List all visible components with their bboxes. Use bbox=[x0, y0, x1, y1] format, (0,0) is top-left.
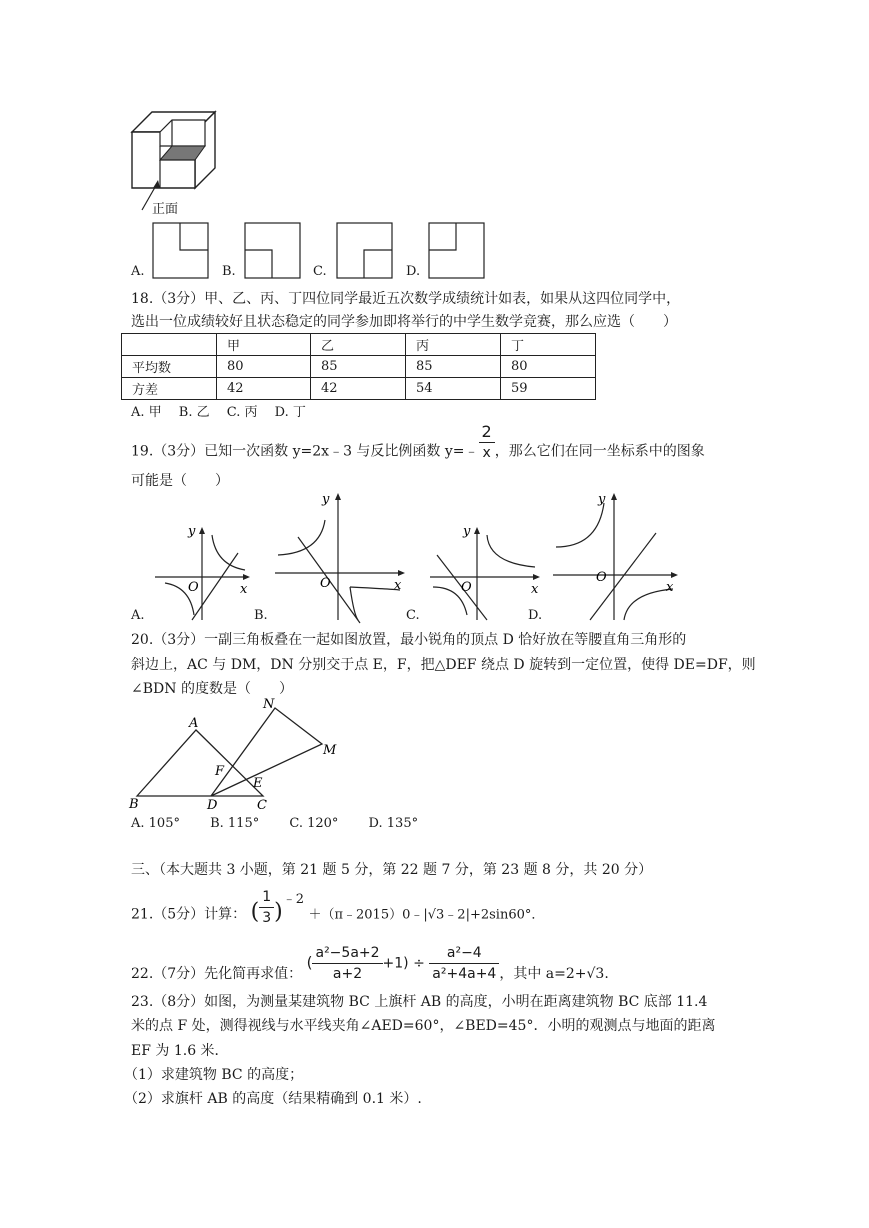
q23-subquestion-2: （2）求旗杆 AB 的高度（结果精确到 0.1 米）. bbox=[124, 1091, 422, 1107]
section-three-heading: 三、（本大题共 3 小题，第 21 题 5 分，第 22 题 7 分，第 23 题 8 分，共 20 分） bbox=[131, 862, 653, 878]
q19-graph-b bbox=[270, 485, 410, 625]
table-cell: 丙 bbox=[406, 334, 501, 356]
table-cell: 丁 bbox=[501, 334, 596, 356]
table-cell: 59 bbox=[501, 378, 596, 400]
q20-point-n: N bbox=[263, 697, 275, 712]
q22-fraction-2-num: a²−4 bbox=[429, 943, 499, 964]
table-cell: 80 bbox=[501, 356, 596, 378]
table-cell: 甲 bbox=[217, 334, 311, 356]
q17-option-d-label: D. bbox=[406, 264, 421, 279]
q19-fraction-num: 2 bbox=[479, 422, 495, 443]
table-cell: 85 bbox=[406, 356, 501, 378]
q21-exponent: ﹣2 bbox=[282, 892, 305, 907]
table-cell: 85 bbox=[311, 356, 406, 378]
q19-prefix: 19.（3分）已知一次函数 y=2x﹣3 与反比例函数 y=﹣ bbox=[131, 443, 479, 460]
q19-fraction bbox=[479, 422, 495, 463]
q19-graph-d bbox=[548, 485, 683, 625]
q20-point-d: D bbox=[207, 798, 218, 813]
q17-option-c-figure bbox=[336, 222, 394, 280]
q18-stem-line1: 18.（3分）甲、乙、丙、丁四位同学最近五次数学成绩统计如表，如果从这四位同学中， bbox=[131, 291, 681, 307]
table-cell: 方差 bbox=[122, 378, 217, 400]
q20-triangle-figure bbox=[125, 692, 355, 817]
q22-fraction-2-den: a²+4a+4 bbox=[432, 966, 497, 982]
table-cell: 42 bbox=[217, 378, 311, 400]
q19-d-axis-y: y bbox=[598, 492, 606, 507]
q22-plus-one: +1) bbox=[382, 955, 409, 972]
q21-expression: 21.（5分）计算： ( $\frac{1}{3}$ )$^{﹣2}$ ＋（π﹣2015）0﹣|√3﹣2|+2sin60°． bbox=[131, 889, 545, 927]
q18-score-table bbox=[121, 333, 596, 400]
q19-option-b-label: B. bbox=[254, 608, 268, 623]
table-cell: 42 bbox=[311, 378, 406, 400]
q19-c-origin: O bbox=[461, 580, 472, 595]
q21-fraction bbox=[259, 887, 274, 928]
q17-option-d-figure bbox=[428, 222, 486, 280]
q17-option-b-figure bbox=[244, 222, 302, 280]
q20-answer-options: A. 105° B. 115° C. 120° D. 135° bbox=[131, 816, 419, 831]
q23-stem-line1: 23.（8分）如图，为测量某建筑物 BC 上旗杆 AB 的高度，小明在距离建筑物 BC 底部 11.4 bbox=[131, 994, 708, 1010]
q19-d-origin: O bbox=[596, 570, 607, 585]
q22-suffix: ，其中 a=2+√3. bbox=[499, 965, 609, 982]
q20-point-f: F bbox=[215, 764, 225, 779]
q23-subquestion-1: （1）求建筑物 BC 的高度； bbox=[124, 1067, 304, 1083]
q19-a-axis-x: x bbox=[240, 582, 248, 597]
table-cell: 80 bbox=[217, 356, 311, 378]
q20-point-e: E bbox=[253, 776, 263, 791]
q19-graph-a bbox=[150, 515, 255, 625]
q19-suffix: ，那么它们在同一坐标系中的图象 bbox=[494, 443, 705, 460]
q19-b-axis-y: y bbox=[322, 492, 330, 507]
q19-option-d-label: D. bbox=[528, 608, 543, 623]
q20-point-c: C bbox=[257, 798, 267, 813]
q21-fraction-num: 1 bbox=[259, 887, 274, 908]
q20-stem-line2: 斜边上，AC 与 DM，DN 分别交于点 E，F，把△DEF 绕点 D 旋转到一定位置，使得 DE=DF，则 bbox=[131, 657, 756, 673]
q21-prefix: 21.（5分）计算： bbox=[131, 906, 247, 923]
table-cell bbox=[122, 334, 217, 356]
table-cell: 平均数 bbox=[122, 356, 217, 378]
q22-fraction-1-num: a²−5a+2 bbox=[312, 943, 382, 964]
table-header-row bbox=[122, 334, 596, 356]
q19-graph-c bbox=[425, 515, 545, 625]
q20-point-b: B bbox=[129, 797, 139, 812]
q18-stem-line2: 选出一位成绩较好且状态稳定的同学参加即将举行的中学生数学竞赛，那么应选（ ） bbox=[131, 314, 677, 330]
table-cell: 乙 bbox=[311, 334, 406, 356]
q19-b-origin: O bbox=[320, 576, 331, 591]
q20-stem-line1: 20.（3分）一副三角板叠在一起如图放置，最小锐角的顶点 D 恰好放在等腰直角三角形的 bbox=[131, 632, 687, 648]
q19-b-axis-x: x bbox=[394, 578, 402, 593]
table-cell: 54 bbox=[406, 378, 501, 400]
q18-answer-options: A. 甲 B. 乙 C. 丙 D. 丁 bbox=[131, 405, 306, 420]
q22-fraction-1-den: a+2 bbox=[332, 966, 363, 982]
q19-a-axis-y: y bbox=[188, 524, 196, 539]
q17-front-label: 正面 bbox=[152, 202, 179, 217]
q19-option-c-label: C. bbox=[406, 608, 420, 623]
q23-stem-line3: EF 为 1.6 米． bbox=[131, 1043, 229, 1059]
q19-stem-line1 bbox=[131, 422, 705, 463]
q22-fraction-1 bbox=[312, 943, 382, 984]
q21-rest: ＋（π﹣2015）0﹣|√3﹣2|+2sin60°． bbox=[308, 907, 545, 923]
q17-option-b-label: B. bbox=[222, 264, 236, 279]
q20-stem-line3: ∠BDN 的度数是（ ） bbox=[131, 681, 293, 697]
q17-option-c-label: C. bbox=[313, 264, 327, 279]
q17-option-a-figure bbox=[152, 222, 210, 280]
q22-divide-sign: ÷ bbox=[413, 955, 425, 972]
q19-c-axis-y: y bbox=[463, 524, 471, 539]
q23-stem-line2: 米的点 F 处，测得视线与水平线夹角∠AED=60°，∠BED=45°．小明的观测点与地面的距离 bbox=[131, 1018, 716, 1034]
q17-option-a-label: A. bbox=[131, 264, 145, 279]
table-row bbox=[122, 356, 596, 378]
q19-stem-line2: 可能是（ ） bbox=[131, 473, 229, 489]
q22-expression: 22.（7分）先化简再求值： ( $\frac{\text{a²−5a+2}}{a+2}$ +1) ÷ $\frac{\text{a²−4}}{\text{a²+4a+4}}$ ，其中 a=2+√3. bbox=[131, 945, 609, 982]
q19-d-axis-x: x bbox=[666, 580, 674, 595]
q19-a-origin: O bbox=[188, 580, 199, 595]
q19-option-a-label: A. bbox=[131, 608, 145, 623]
q19-c-axis-x: x bbox=[531, 582, 539, 597]
table-row bbox=[122, 378, 596, 400]
q21-fraction-den: 3 bbox=[262, 910, 272, 927]
q22-prefix: 22.（7分）先化简再求值： bbox=[131, 965, 303, 982]
q20-point-a: A bbox=[189, 716, 199, 731]
q22-fraction-2 bbox=[429, 943, 499, 984]
q19-fraction-den: x bbox=[482, 445, 491, 461]
q20-point-m: M bbox=[323, 743, 337, 758]
